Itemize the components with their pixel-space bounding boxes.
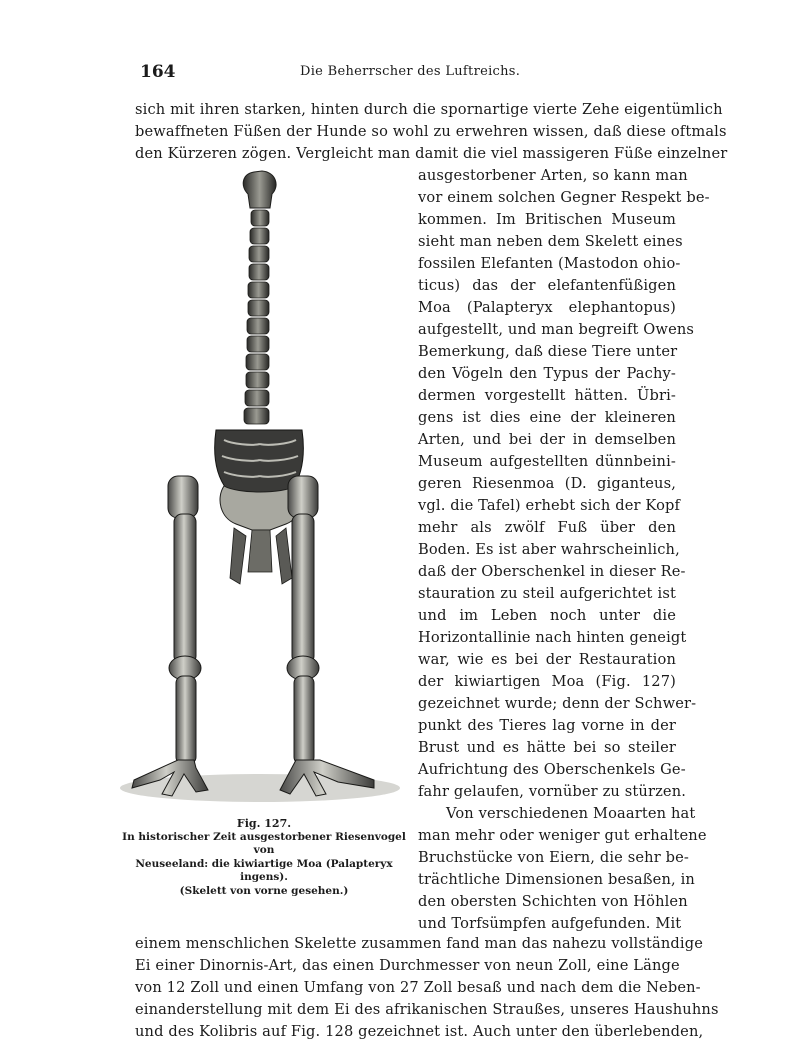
column-line: Aufrichtung des Oberschenkels Ge- (418, 761, 686, 778)
body-line: einanderstellung mit dem Ei des afrikanischen Straußes, unseres Haushuhns (135, 1001, 719, 1018)
column-line: sieht man neben dem Skelett eines (418, 233, 683, 250)
column-line: Museum aufgestellten dünnbeini- (418, 453, 676, 470)
body-line: von 12 Zoll und einen Umfang von 27 Zoll besaß und nach dem die Neben- (135, 979, 701, 996)
column-line: und im Leben noch unter die (418, 607, 676, 624)
caption-line: (Skelett von vorne gesehen.) (179, 884, 349, 897)
body-line: den Kürzeren zögen. Vergleicht man damit die viel massigeren Füße einzelner (135, 145, 728, 162)
column-line: Arten, und bei der in demselben (418, 431, 676, 448)
column-line: mehr als zwölf Fuß über den (418, 519, 676, 536)
column-line: aufgestellt, und man begreift Owens (418, 321, 695, 338)
column-line: geren Riesenmoa (D. giganteus, (418, 475, 676, 492)
column-line: den obersten Schichten von Höhlen (418, 893, 688, 910)
column-line: man mehr oder weniger gut erhaltene (418, 827, 707, 844)
figure-label: Fig. 127. (236, 817, 292, 830)
column-line: daß der Oberschenkel in dieser Re- (418, 563, 686, 580)
column-line: dermen vorgestellt hätten. Übri- (418, 387, 676, 404)
column-line: der kiwiartigen Moa (Fig. 127) (418, 673, 676, 690)
column-line: Horizontallinie nach hinten geneigt (418, 629, 687, 646)
caption-line: Neuseeland: die kiwiartige Moa (Palapteryx ingens). (135, 857, 393, 883)
column-line: fossilen Elefanten (Mastodon ohio- (418, 255, 681, 272)
column-line: gens ist dies eine der kleineren (418, 409, 676, 426)
column-line: stauration zu steil aufgerichtet ist (418, 585, 676, 602)
column-line: punkt des Tieres lag vorne in der (418, 717, 676, 734)
column-line: Bemerkung, daß diese Tiere unter (418, 343, 678, 360)
column-line: ausgestorbener Arten, so kann man (418, 167, 688, 184)
column-line: den Vögeln den Typus der Pachy- (418, 365, 676, 382)
column-line: Brust und es hätte bei so steiler (418, 739, 676, 756)
column-line: ticus) das der elefantenfüßigen (418, 277, 676, 294)
body-line: bewaffneten Füßen der Hunde so wohl zu erwehren wissen, daß diese oftmals (135, 123, 727, 140)
column-line: gezeichnet wurde; denn der Schwer- (418, 695, 697, 712)
page-number: 164 (140, 62, 176, 82)
body-line: Ei einer Dinornis-Art, das einen Durchmesser von neun Zoll, eine Länge (135, 957, 680, 974)
body-line: sich mit ihren starken, hinten durch die spornartige vierte Zehe eigentümlich (135, 101, 723, 118)
column-line: war, wie es bei der Restauration (418, 651, 676, 668)
column-line-indent: Von verschiedenen Moaarten hat (446, 805, 696, 822)
moa-skeleton-illustration (112, 168, 408, 813)
column-line: kommen. Im Britischen Museum (418, 211, 676, 228)
column-line: vor einem solchen Gegner Respekt be- (418, 189, 710, 206)
column-line: vgl. die Tafel) erhebt sich der Kopf (418, 497, 681, 514)
page-header (140, 62, 676, 84)
column-line: Boden. Es ist aber wahrscheinlich, (418, 541, 680, 558)
column-line: und Torfsümpfen aufgefunden. Mit (418, 915, 682, 932)
column-line: fahr gelaufen, vornüber zu stürzen. (418, 783, 687, 800)
column-line: Moa (Palapteryx elephantopus) (418, 299, 676, 316)
column-line: trächtliche Dimensionen besaßen, in (418, 871, 695, 888)
body-line: einem menschlichen Skelette zusammen fand man das nahezu vollständige (135, 935, 703, 952)
running-title: Die Beherrscher des Luftreichs. (300, 64, 521, 79)
column-line: Bruchstücke von Eiern, die sehr be- (418, 849, 689, 866)
caption-line: In historischer Zeit ausgestorbener Riesenvogel von (122, 830, 406, 856)
body-line: und des Kolibris auf Fig. 128 gezeichnet ist. Auch unter den überlebenden, (135, 1023, 704, 1040)
figure-caption (118, 817, 410, 898)
